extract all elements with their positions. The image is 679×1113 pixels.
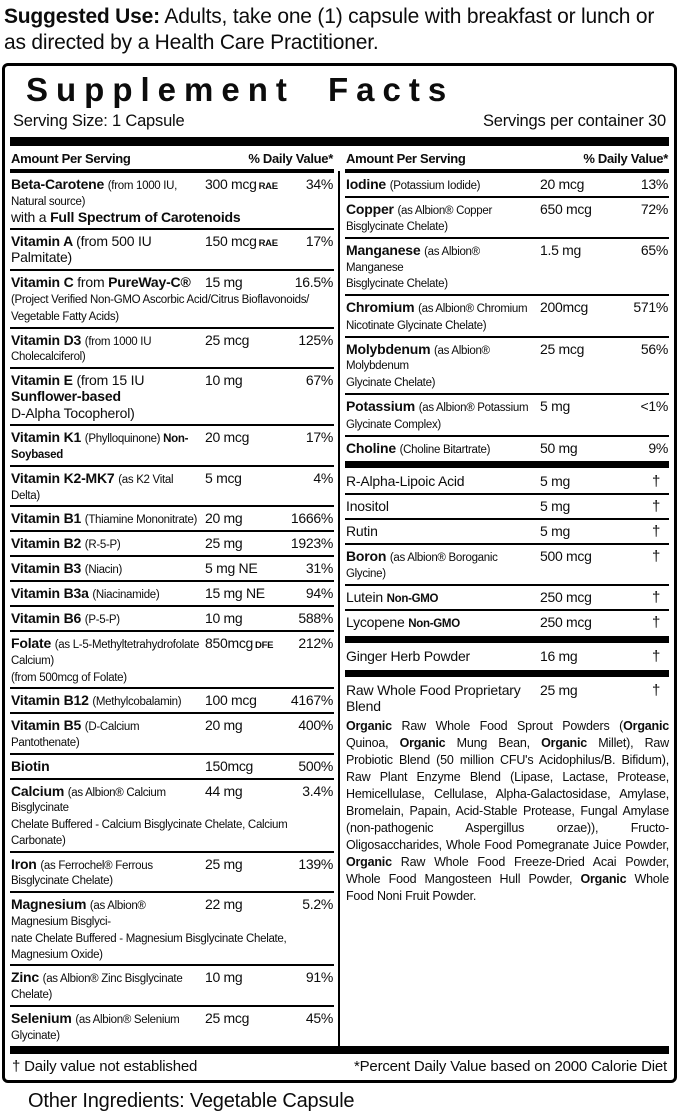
amount-cell: 500 mcg bbox=[540, 548, 592, 565]
daily-value-cell: 212% bbox=[298, 634, 333, 651]
amount-cell: 25 mcg bbox=[205, 331, 250, 348]
daily-value-header: % Daily Value* bbox=[583, 151, 668, 167]
table-row bbox=[345, 470, 669, 493]
amount-cell: 15 mg NE bbox=[205, 585, 265, 602]
ingredient-name: Folate (as L-5-Methyltetrahydrofolate Calcium) bbox=[11, 634, 200, 667]
right-column-header bbox=[345, 146, 669, 169]
daily-value-cell: 1666% bbox=[290, 510, 333, 527]
amount-cell: 25 mcg bbox=[205, 1010, 250, 1027]
daily-value-cell: † bbox=[651, 523, 660, 541]
daily-value-cell: 400% bbox=[298, 717, 333, 734]
amount-cell: 150 mcg RAE bbox=[205, 233, 278, 250]
table-row bbox=[10, 530, 334, 555]
ingredient-name: R-Alpha-Lipoic Acid bbox=[346, 473, 465, 490]
amount-cell: 650 mcg bbox=[540, 200, 592, 217]
daily-value-cell: 56% bbox=[640, 340, 668, 357]
amount-cell: 5 mg NE bbox=[205, 560, 258, 577]
amount-cell: 20 mcg bbox=[205, 428, 250, 445]
servings-per-container: Servings per container 30 bbox=[482, 112, 666, 131]
table-row bbox=[10, 465, 334, 506]
serving-size: Serving Size: 1 Capsule bbox=[13, 112, 185, 131]
amount-cell: 44 mg bbox=[205, 782, 243, 799]
table-row bbox=[345, 518, 669, 543]
daily-value-cell: 34% bbox=[305, 176, 333, 193]
daily-value-cell: 94% bbox=[305, 585, 333, 602]
suggested-use-label: Suggested Use: bbox=[4, 5, 160, 28]
suggested-use bbox=[2, 2, 677, 63]
ingredient-name-continuation: nate Chelate Buffered - Magnesium Bisglycinate Chelate, Magnesium Oxide) bbox=[11, 933, 287, 961]
ingredient-name: Inositol bbox=[346, 498, 389, 515]
left-rows bbox=[10, 173, 334, 1046]
ingredient-name: Raw Whole Food Proprietary Blend bbox=[346, 682, 521, 714]
footnote-daily-value: † Daily value not established bbox=[12, 1057, 198, 1075]
ingredient-name-continuation: Chelate Buffered - Calcium Bisglycinate Chelate, Calcium Carbonate) bbox=[11, 819, 288, 847]
section-divider-bar bbox=[345, 670, 669, 677]
ingredient-name-continuation: with a Full Spectrum of Carotenoids bbox=[11, 208, 241, 225]
table-row bbox=[10, 964, 334, 1005]
table-row bbox=[10, 605, 334, 630]
footnote-row bbox=[10, 1054, 669, 1077]
ingredient-name: Vitamin B5 (D-Calcium Pantothenate) bbox=[11, 717, 140, 749]
ingredient-name: Vitamin K2-MK7 (as K2 Vital Delta) bbox=[11, 469, 174, 502]
ingredient-name: Choline (Choline Bitartrate) bbox=[346, 439, 491, 456]
amount-cell: 850mcg DFE bbox=[205, 634, 274, 651]
daily-value-cell: 16.5% bbox=[294, 273, 333, 290]
ingredient-name: Rutin bbox=[346, 523, 378, 540]
table-row bbox=[345, 645, 669, 668]
amount-cell: 200mcg bbox=[540, 299, 589, 316]
table-row bbox=[10, 891, 334, 964]
amount-cell: 10 mg bbox=[205, 372, 243, 389]
table-row bbox=[10, 753, 334, 778]
ingredient-name: Vitamin D3 (from 1000 IU Cholecalciferol) bbox=[11, 331, 152, 364]
ingredient-name: Manganese (as Albion® Manganese bbox=[346, 241, 480, 274]
table-row bbox=[345, 294, 669, 336]
right-column bbox=[340, 146, 669, 1046]
amount-cell: 20 mg bbox=[205, 510, 243, 527]
table-row bbox=[10, 1005, 334, 1046]
daily-value-cell: 571% bbox=[633, 299, 668, 316]
ingredient-name-continuation: Bisglycinate Chelate) bbox=[346, 278, 448, 291]
amount-cell: 20 mg bbox=[205, 717, 243, 734]
table-row bbox=[345, 237, 669, 294]
section-bar-bottom bbox=[10, 1046, 669, 1054]
ingredient-name-continuation: Vegetable Fatty Acids) bbox=[11, 310, 119, 323]
facts-columns bbox=[10, 146, 669, 1046]
amount-cell: 50 mg bbox=[540, 439, 578, 456]
daily-value-cell: 9% bbox=[648, 439, 668, 456]
ingredient-name: Magnesium (as Albion® Magnesium Bisglyci- bbox=[11, 896, 146, 929]
ingredient-name: Vitamin B6 (P-5-P) bbox=[11, 609, 120, 626]
daily-value-cell: † bbox=[651, 498, 660, 516]
ingredient-name-continuation: Nicotinate Glycinate Chelate) bbox=[346, 319, 487, 332]
table-row bbox=[10, 228, 334, 268]
table-row bbox=[345, 679, 669, 717]
table-row bbox=[10, 367, 334, 424]
table-row bbox=[10, 424, 334, 465]
table-row bbox=[10, 555, 334, 580]
daily-value-cell: 4% bbox=[313, 469, 333, 486]
daily-value-cell: † bbox=[651, 648, 660, 666]
ingredient-name-continuation: D-Alpha Tocopherol) bbox=[11, 404, 135, 421]
table-row bbox=[345, 196, 669, 237]
ingredient-name: Beta-Carotene (from 1000 IU, Natural source) bbox=[11, 176, 178, 208]
amount-cell: 100 mcg bbox=[205, 692, 257, 709]
panel-title: Supplement Facts bbox=[26, 71, 455, 109]
daily-value-cell: 31% bbox=[305, 560, 333, 577]
table-row bbox=[345, 584, 669, 609]
suggested-use-text: Adults, take one (1) capsule with breakfast or lunch or as directed by a Health Care Practitioner. bbox=[4, 5, 655, 55]
amount-cell: 5 mg bbox=[540, 397, 570, 414]
ingredient-name: Vitamin B1 (Thiamine Mononitrate) bbox=[11, 510, 198, 527]
daily-value-cell: † bbox=[651, 473, 660, 491]
ingredient-name: Selenium (as Albion® Selenium Glycinate) bbox=[11, 1010, 180, 1042]
ingredient-name: Vitamin B3 (Niacin) bbox=[11, 560, 123, 577]
ingredient-name: Vitamin E (from 15 IU Sunflower-based bbox=[11, 372, 145, 404]
ingredient-name-continuation: (from 500mcg of Folate) bbox=[11, 671, 127, 684]
amount-cell: 25 mg bbox=[540, 682, 578, 699]
section-divider-bar bbox=[345, 636, 669, 643]
ingredient-name-continuation: Glycinate Complex) bbox=[346, 418, 441, 431]
table-row bbox=[10, 851, 334, 892]
table-row bbox=[10, 778, 334, 851]
ingredient-name: Potassium (as Albion® Potassium bbox=[346, 397, 529, 414]
other-ingredients: Other Ingredients: Vegetable Capsule bbox=[28, 1089, 355, 1112]
table-row bbox=[10, 712, 334, 753]
amount-cell: 16 mg bbox=[540, 648, 578, 665]
table-row bbox=[345, 336, 669, 393]
amount-cell: 5 mg bbox=[540, 473, 570, 490]
table-row bbox=[10, 505, 334, 530]
daily-value-cell: 13% bbox=[640, 176, 668, 193]
blend-description: Organic Raw Whole Food Sprout Powders (Organic Quinoa, Organic Mung Bean, Organic Millet), Raw Probiotic Blend (50 million CFU's Acidophilus/B. Bifidum), Raw Plant Enzyme Blend (Lipase, Lactase, Protease, Hemicellulase, Cellulase, Alpha-Galactosidase, Amylase, Bromelain, Papain, Acid-Stable Protease, Fungal Amylase (non-pathogenic Aspergillus orzae)), Fructo-Oligosaccharides, Whole Food Pomegranate Juice Powder, Organic Raw Whole Food Freeze-Dried Acai Powder, Whole Food Mangosteen Hull Powder, Organic Whole Food Noni Fruit Powder. bbox=[346, 719, 670, 904]
amount-cell: 22 mg bbox=[205, 896, 243, 913]
serving-row bbox=[10, 110, 669, 137]
ingredient-name: Vitamin A (from 500 IU Palmitate) bbox=[11, 233, 152, 265]
amount-cell: 150mcg bbox=[205, 757, 254, 774]
daily-value-header: % Daily Value* bbox=[248, 151, 333, 167]
table-row bbox=[345, 543, 669, 584]
ingredient-name: Vitamin B3a (Niacinamide) bbox=[11, 585, 160, 602]
table-row bbox=[345, 393, 669, 435]
table-row bbox=[345, 435, 669, 460]
ingredient-name: Biotin bbox=[11, 757, 50, 774]
table-row bbox=[345, 173, 669, 196]
table-row bbox=[10, 269, 334, 327]
table-row bbox=[10, 630, 334, 687]
daily-value-cell: 91% bbox=[305, 969, 333, 986]
daily-value-cell: 3.4% bbox=[302, 782, 333, 799]
ingredient-name: Vitamin K1 (Phylloquinone) Non-Soybased bbox=[11, 428, 189, 461]
ingredient-name: Molybdenum (as Albion® Molybdenum bbox=[346, 340, 490, 373]
ingredient-name-continuation: Glycinate Chelate) bbox=[346, 377, 436, 390]
ingredient-name-continuation: (Project Verified Non-GMO Ascorbic Acid/Citrus Bioflavonoids/ bbox=[11, 294, 310, 307]
amount-cell: 5 mcg bbox=[205, 469, 242, 486]
ingredient-name: Zinc (as Albion® Zinc Bisglycinate Chelate) bbox=[11, 969, 183, 1002]
ingredient-name: Iron (as Ferrochel® Ferrous Bisglycinate Chelate) bbox=[11, 855, 153, 888]
section-divider-bar bbox=[345, 461, 669, 468]
ingredient-name: Ginger Herb Powder bbox=[346, 648, 471, 665]
table-row bbox=[345, 609, 669, 634]
daily-value-cell: 588% bbox=[298, 609, 333, 626]
daily-value-cell: † bbox=[651, 614, 660, 632]
ingredient-name: Calcium (as Albion® Calcium Bisglycinate bbox=[11, 782, 166, 815]
daily-value-cell: † bbox=[651, 682, 660, 700]
ingredient-name: Lutein Non-GMO bbox=[346, 589, 439, 606]
amount-cell: 15 mg bbox=[205, 273, 243, 290]
daily-value-cell: 65% bbox=[640, 241, 668, 258]
daily-value-cell: 139% bbox=[298, 855, 333, 872]
daily-value-cell: 1923% bbox=[290, 535, 333, 552]
daily-value-cell: 45% bbox=[305, 1010, 333, 1027]
table-row bbox=[345, 493, 669, 518]
daily-value-cell: † bbox=[651, 548, 660, 566]
amount-cell: 250 mcg bbox=[540, 614, 592, 631]
right-rows bbox=[345, 173, 669, 717]
supplement-facts-panel bbox=[2, 63, 677, 1083]
amount-cell: 25 mg bbox=[205, 855, 243, 872]
amount-cell: 20 mcg bbox=[540, 176, 585, 193]
footnote-percent-dv: *Percent Daily Value based on 2000 Calorie Diet bbox=[353, 1057, 667, 1075]
amount-cell: 5 mg bbox=[540, 523, 570, 540]
daily-value-cell: 4167% bbox=[290, 692, 333, 709]
left-column bbox=[10, 146, 338, 1046]
ingredient-name: Iodine (Potassium Iodide) bbox=[346, 176, 481, 193]
amount-per-serving-header: Amount Per Serving bbox=[346, 151, 466, 167]
daily-value-cell: 5.2% bbox=[302, 896, 333, 913]
table-row bbox=[10, 173, 334, 228]
ingredient-name: Chromium (as Albion® Chromium bbox=[346, 299, 528, 316]
table-row bbox=[10, 327, 334, 368]
ingredient-name: Vitamin B2 (R-5-P) bbox=[11, 535, 121, 552]
amount-cell: 25 mg bbox=[205, 535, 243, 552]
amount-cell: 1.5 mg bbox=[540, 241, 581, 258]
daily-value-cell: 67% bbox=[305, 372, 333, 389]
daily-value-cell: 17% bbox=[305, 233, 333, 250]
daily-value-cell: 125% bbox=[298, 331, 333, 348]
ingredient-name: Vitamin B12 (Methylcobalamin) bbox=[11, 692, 182, 709]
amount-cell: 5 mg bbox=[540, 498, 570, 515]
amount-cell: 300 mcg RAE bbox=[205, 176, 278, 193]
amount-cell: 25 mcg bbox=[540, 340, 585, 357]
table-row bbox=[10, 687, 334, 712]
daily-value-cell: 72% bbox=[640, 200, 668, 217]
ingredient-name: Boron (as Albion® Boroganic Glycine) bbox=[346, 548, 498, 581]
ingredient-name: Lycopene Non-GMO bbox=[346, 614, 460, 631]
amount-per-serving-header: Amount Per Serving bbox=[11, 151, 131, 167]
amount-cell: 10 mg bbox=[205, 969, 243, 986]
daily-value-cell: 500% bbox=[298, 757, 333, 774]
ingredient-name: Vitamin C from PureWay-C® bbox=[11, 273, 191, 290]
daily-value-cell: <1% bbox=[640, 397, 668, 414]
daily-value-cell: † bbox=[651, 589, 660, 607]
amount-cell: 10 mg bbox=[205, 609, 243, 626]
daily-value-cell: 17% bbox=[305, 428, 333, 445]
table-row bbox=[10, 580, 334, 605]
ingredient-name: Copper (as Albion® Copper Bisglycinate Chelate) bbox=[346, 200, 492, 233]
left-column-header bbox=[10, 146, 334, 169]
section-bar-top bbox=[10, 137, 669, 146]
amount-cell: 250 mcg bbox=[540, 589, 592, 606]
